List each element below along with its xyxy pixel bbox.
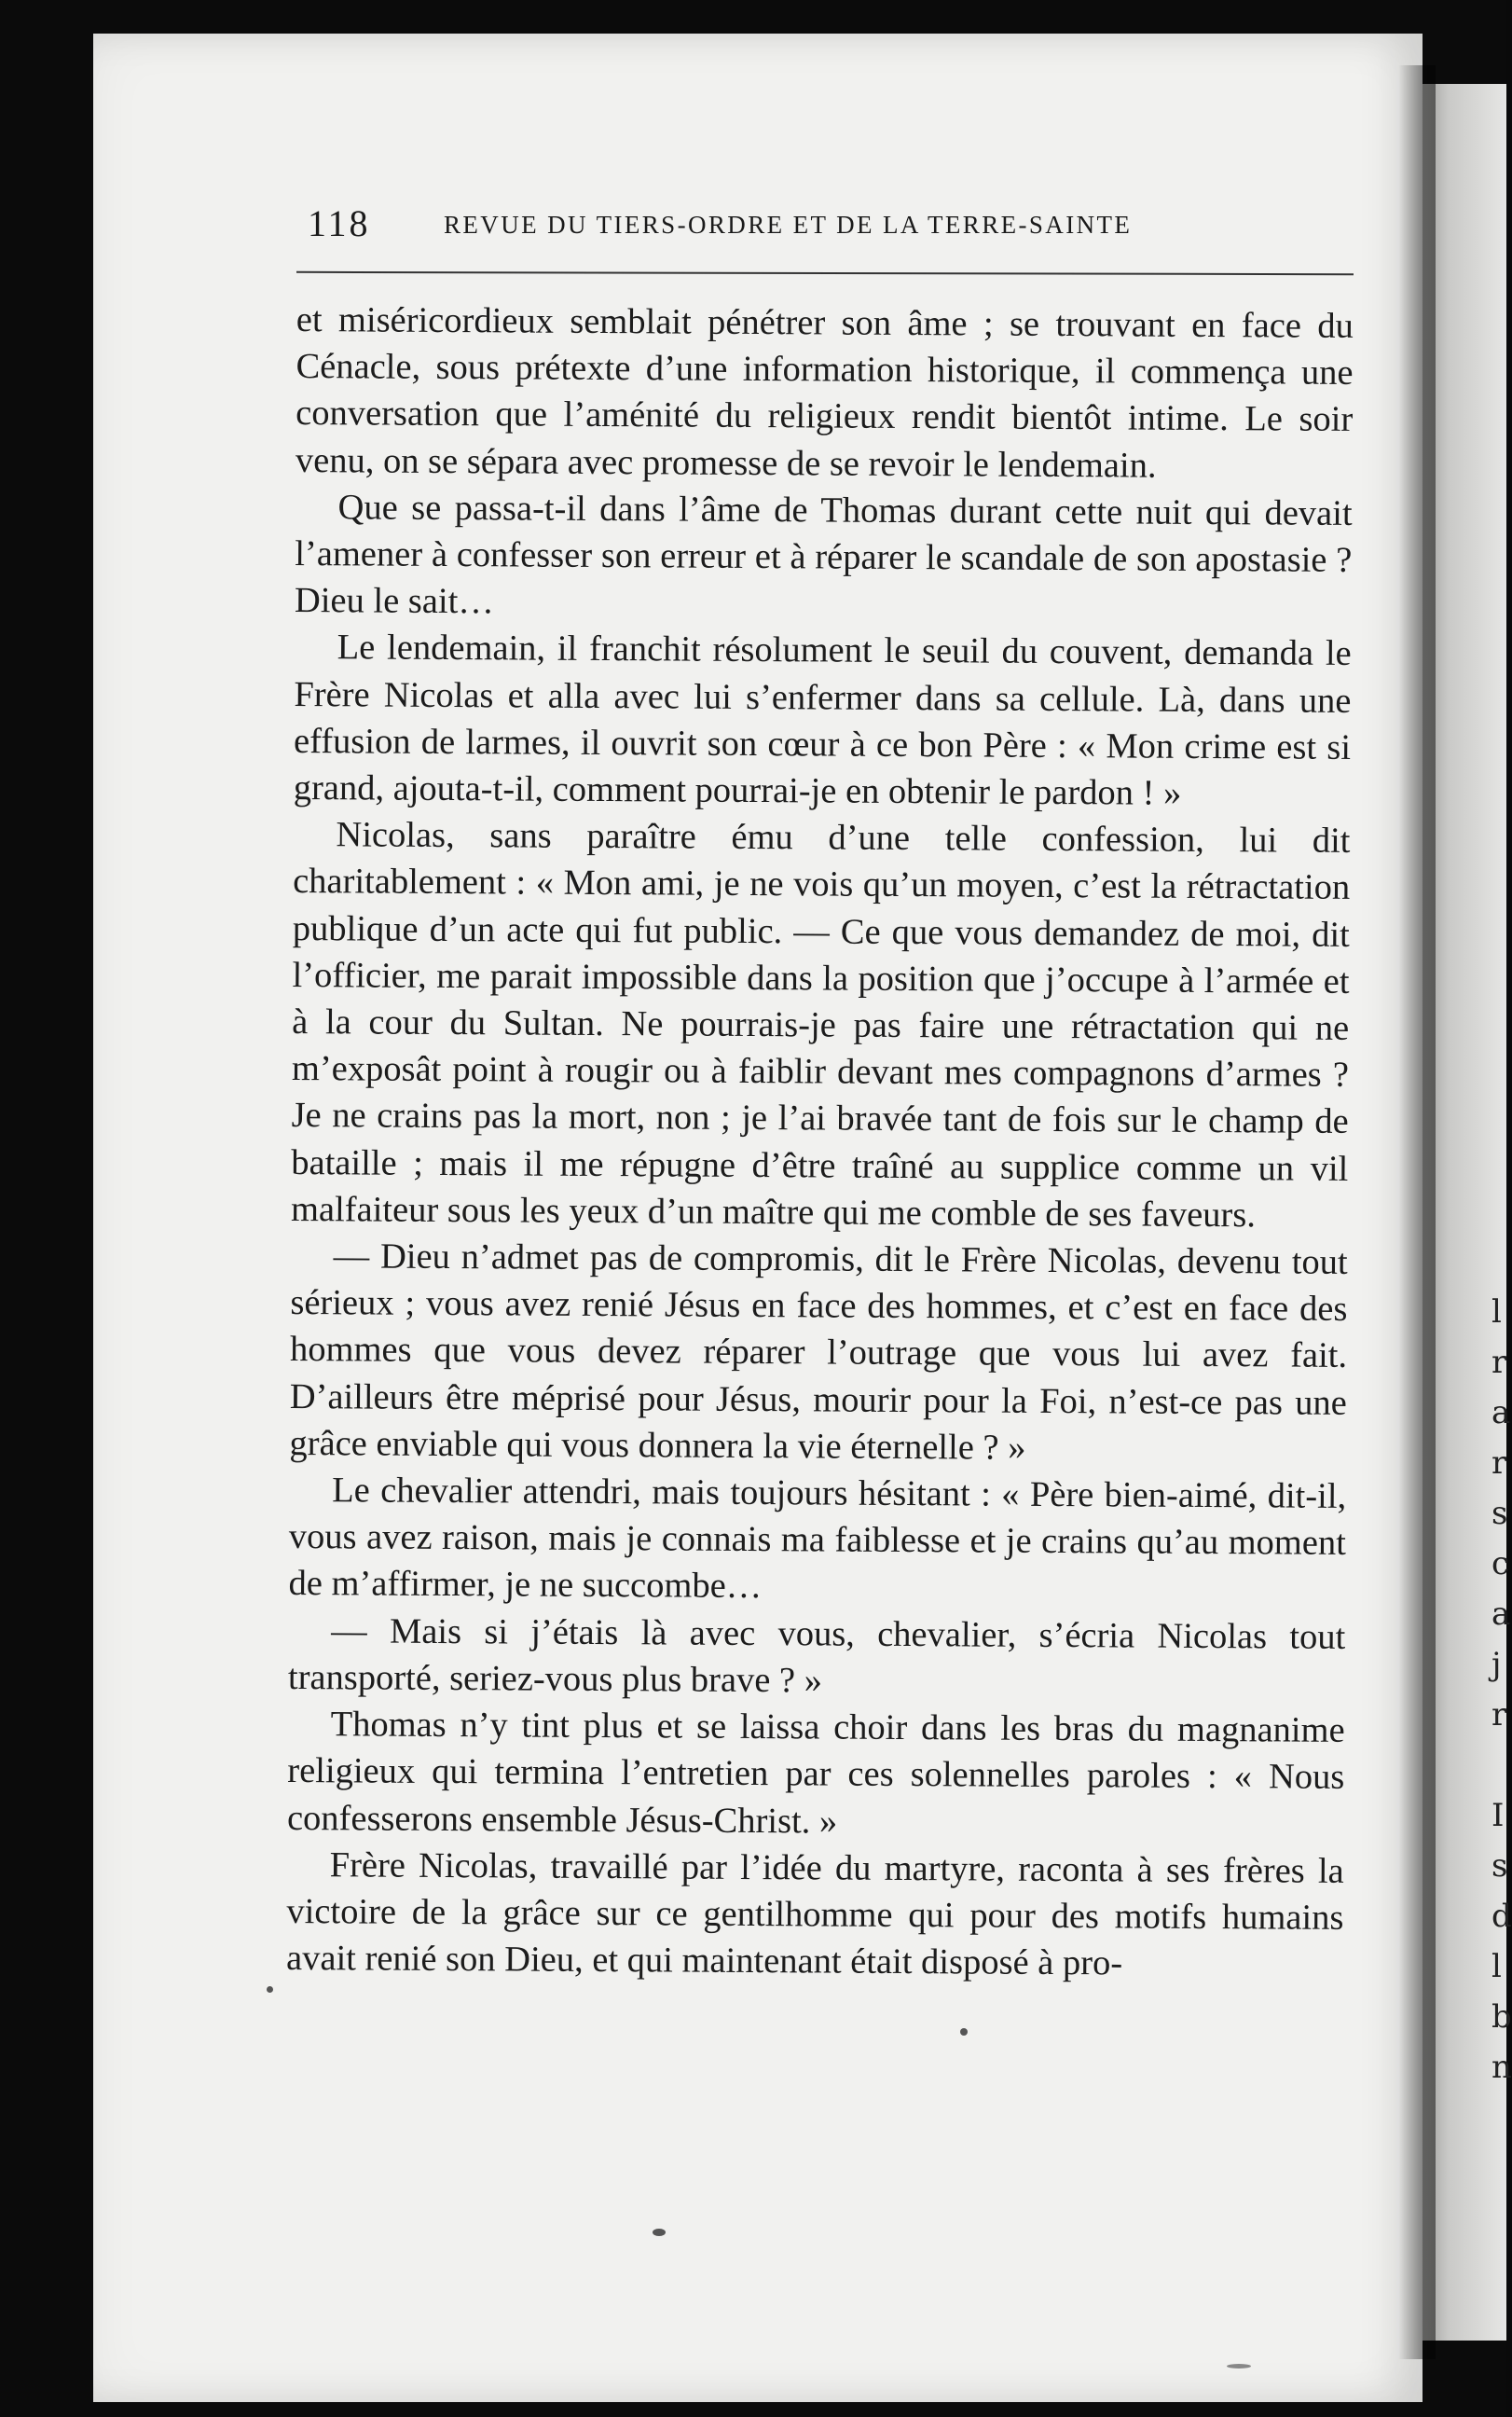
paragraph: — Mais si j’étais là avec vous, chevalier, s’écria Nicolas tout transporté, seriez-vous plus brave ? » xyxy=(287,1610,1346,1701)
paragraph: Le chevalier attendri, mais toujours hésitant : « Père bien-aimé, dit-il, vous avez raison, mais je connais ma faiblesse et je crains qu’au moment de m’affirmer, je ne succombe… xyxy=(288,1471,1347,1607)
running-header xyxy=(308,198,1352,254)
dust-speck xyxy=(267,1986,273,1993)
facing-page-cropped-text: l r a r s c a j r I s d l b n xyxy=(1491,1293,1512,2086)
dust-speck xyxy=(960,2028,968,2036)
dust-speck xyxy=(653,2229,666,2236)
page-gutter-shadow xyxy=(1398,65,1436,2359)
page-body-text xyxy=(286,297,1354,1988)
paragraph: — Dieu n’admet pas de compromis, dit le Frère Nicolas, devenu tout sérieux ; vous avez renié Jésus en face des hommes, et c’est en face des hommes que vous devez réparer l’outrage que vous lui avez fait. D’ailleurs être méprisé pour Jésus, mourir pour la Foi, n’est-ce pas une grâce enviable qui vous donnera la vie éternelle ? » xyxy=(289,1236,1348,1468)
paragraph: Nicolas, sans paraître ému d’une telle confession, lui dit charitablement : « Mon ami, je ne vois qu’un moyen, c’est la rétractation publique d’un acte qui fut public. — Ce que vous demandez de moi, dit l’officier, me parait impossible dans la position que j’occupe à l’armée et à la cour du Sultan. Ne pourrais-je pas faire une rétractation qui ne m’exposât point à rougir ou à faiblir devant mes compagnons d’armes ? Je ne crains pas la mort, non ; je l’ai bravée tant de fois sur le champ de bataille ; mais il me répugne d’être traîné au supplice comme un vil malfaiteur sous les yeux d’un maître qui me comble de ses faveurs. xyxy=(290,815,1351,1236)
running-title: REVUE DU TIERS-ORDRE ET DE LA TERRE-SAINTE xyxy=(444,211,1133,239)
paragraph: Le lendemain, il franchit résolument le seuil du couvent, demanda le Frère Nicolas et alla avec lui s’enfermer dans sa cellule. Là, dans une effusion de larmes, il ouvrit son cœur à ce bon Père : « Mon crime est si grand, ajouta-t-il, comment pourrai-je en obtenir le pardon ! » xyxy=(293,628,1352,813)
paragraph: Que se passa-t-il dans l’âme de Thomas durant cette nuit qui devait l’amener à confesser son erreur et à réparer le scandale de son apostasie ? Dieu le sait… xyxy=(294,488,1353,622)
paragraph: Thomas n’y tint plus et se laissa choir dans les bras du magnanime religieux qui termina l’entretien par ces solennelles paroles : « Nous confesserons ensemble Jésus-Christ. » xyxy=(286,1705,1345,1842)
paragraph: et miséricordieux semblait pénétrer son âme ; se trouvant en face du Cénacle, sous prétexte d’une information historique, il commença une conversation que l’aménité du religieux rendit bientôt intime. Le soir venu, on se sépara avec promesse de se revoir le lendemain. xyxy=(295,299,1354,486)
paragraph: Frère Nicolas, travaillé par l’idée du martyre, raconta à ses frères la victoire de la grâce sur ce gentilhomme qui pour des motifs humains avait renié son Dieu, et qui maintenant était disposé à pro- xyxy=(285,1844,1344,1983)
dust-speck xyxy=(1227,2364,1251,2369)
page-number: 118 xyxy=(308,202,371,244)
